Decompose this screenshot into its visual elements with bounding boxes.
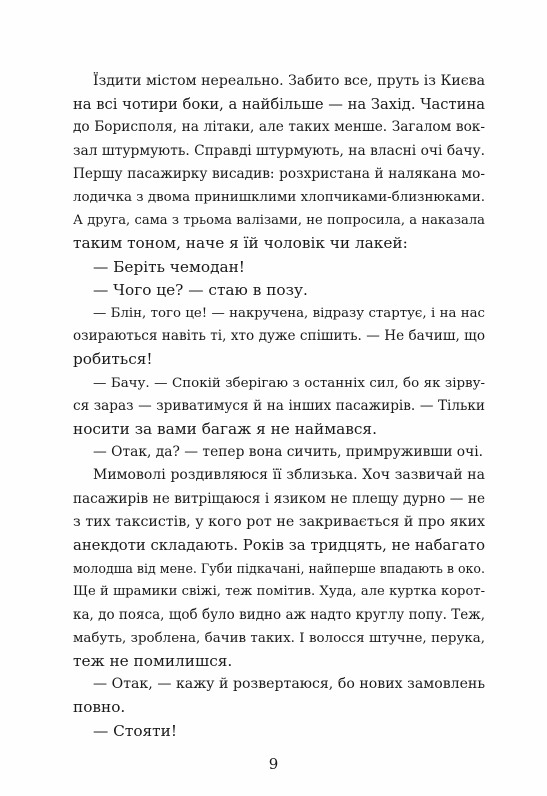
text-line: повно.: [73, 698, 126, 717]
text-line: — Беріть чемодан!: [93, 257, 245, 276]
text-line: — Чого це? — стаю в позу.: [93, 280, 308, 299]
text-line: — Бачу. — Спокій зберігаю з останніх сил, бо як зірву-: [93, 375, 485, 391]
text-line: з тих таксистів, у кого рот не закривається й про яких: [73, 513, 485, 530]
text-line: — Отак, — кажу й розвертаюся, бо нових замовлень: [93, 676, 485, 693]
text-line: Ще й шрамики свіжі, теж помітив. Худа, але куртка корот-: [73, 584, 485, 600]
text-line: теж не помилишся.: [73, 652, 233, 671]
text-line: пасажирів не витріщаюся і язиком не плещу дурно — не: [73, 490, 485, 507]
text-line: Їздити містом нереально. Забито все, пруть із Києва: [93, 73, 485, 89]
text-line: — Стояти!: [93, 721, 177, 740]
text-line: носити за вами багаж я не наймався.: [73, 420, 377, 439]
text-line: на всі чотири боки, а найбільше — на Захід. Частина: [73, 96, 485, 114]
text-line: А друга, сама з трьома валізами, не попросила, а наказала: [73, 213, 485, 229]
text-line: до Борисполя, на літаки, але таких менше. Загалом вок-: [73, 119, 485, 136]
text-line: зал штурмують. Справді штурмують, на власні очі бачу.: [73, 142, 485, 159]
body-text: [73, 70, 485, 743]
text-line: мабуть, зроблена, бачив таких. І волосся штучне, перука,: [73, 630, 485, 646]
text-line: таким тоном, наче я їй чоловік чи лакей:: [73, 234, 408, 253]
text-line: — Блін, того це! — накручена, відразу стартує, і на нас: [93, 306, 485, 322]
text-line: озираються навіть ті, хто дуже спішить. — Не бачиш, що: [73, 328, 485, 345]
text-line: лодичка з двома принишклими хлопчиками-близнюками.: [73, 190, 485, 206]
page-number: 9: [268, 755, 279, 773]
text-line: Мимоволі роздивляюся її зблизька. Хоч зазвичай на: [93, 467, 485, 484]
text-line: анекдоти складають. Років за тридцять, не набагато: [73, 537, 485, 555]
text-line: Першу пасажирку висадив: розхристана й налякана мо-: [73, 165, 485, 182]
text-line: ся зараз — зриватимуся й на інших пасажирів. — Тільки: [73, 397, 485, 414]
text-line: ка, до пояса, щоб було видно аж надто круглу попу. Теж,: [73, 606, 485, 623]
text-line: робиться!: [73, 350, 153, 369]
text-line: молодша від мене. Губи підкачані, найперше впадають в око.: [73, 561, 486, 577]
text-line: — Отак, да? — тепер вона сичить, примруживши очі.: [93, 444, 484, 461]
